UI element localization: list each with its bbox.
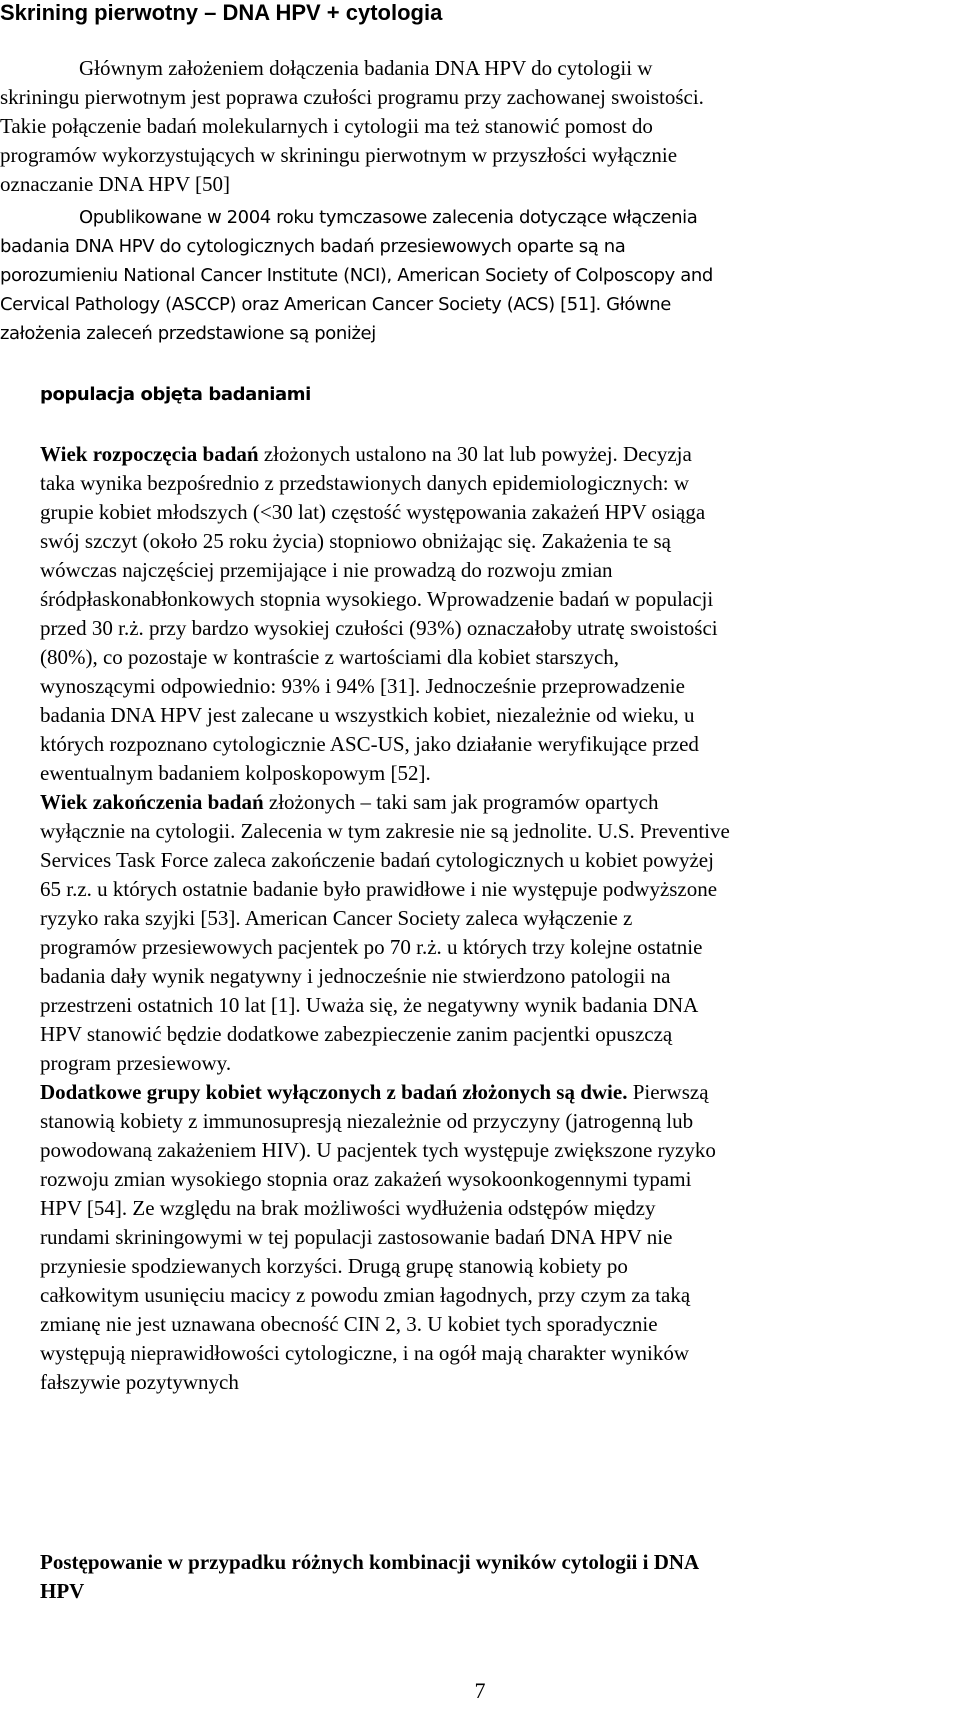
text-line: powodowaną zakażeniem HIV). U pacjentek tych występuje zwiększone ryzyko: [40, 1138, 716, 1162]
text-line: HPV [54]. Ze względu na brak możliwości wydłużenia odstępów między: [40, 1196, 656, 1220]
text-line: swój szczyt (około 25 roku życia) stopniowo obniżając się. Zakażenia te są: [40, 529, 671, 553]
text-line: śródpłaskonabłonkowych stopnia wysokiego. Wprowadzenie badań w populacji: [40, 587, 714, 611]
text-line: Wiek rozpoczęcia badań złożonych ustalono na 30 lat lub powyżej. Decyzja: [40, 442, 692, 466]
text-line: ewentualnym badaniem kolposkopowym [52].: [40, 761, 431, 785]
text-line: grupie kobiet młodszych (<30 lat) częstość występowania zakażeń HPV osiąga: [40, 500, 706, 524]
text-line: programów wykorzystujących w skriningu pierwotnym w przyszłości wyłącznie: [0, 143, 678, 167]
text-line: badania dały wynik negatywny i jednocześnie nie stwierdzono patologii na: [40, 964, 671, 988]
extra-groups-label: Dodatkowe grupy kobiet wyłączonych z badań złożonych są dwie.: [40, 1080, 628, 1104]
text-line: wówczas najczęściej przemijające i nie prowadzą do rozwoju zmian: [40, 558, 613, 582]
text-line: wyłącznie na cytologii. Zalecenia w tym zakresie nie są jednolite. U.S. Preventive: [40, 819, 730, 843]
text-line: wynoszącymi odpowiednio: 93% i 94% [31]. Jednocześnie przeprowadzenie: [40, 674, 685, 698]
text-line: stanowią kobiety z immunosupresją niezależnie od przyczyny (jatrogenną lub: [40, 1109, 694, 1133]
text-line: założenia zaleceń przedstawione są poniżej: [0, 323, 376, 344]
text-line: Postępowanie w przypadku różnych kombinacji wyników cytologii i DNA: [40, 1550, 700, 1574]
text-line: badania DNA HPV do cytologicznych badań przesiewowych oparte są na: [0, 236, 626, 257]
section-title: Skrining pierwotny – DNA HPV + cytologia: [0, 0, 443, 25]
text-line: rozwoju zmian wysokiego stopnia oraz zakażeń wysokoonkogennymi typami: [40, 1167, 692, 1191]
text-line: program przesiewowy.: [40, 1051, 232, 1075]
text-line: badania DNA HPV jest zalecane u wszystkich kobiet, niezależnie od wieku, u: [40, 703, 695, 727]
text-line: rundami skriningowymi w tej populacji zastosowanie badań DNA HPV nie: [40, 1225, 673, 1249]
text-line: Cervical Pathology (ASCCP) oraz American Cancer Society (ACS) [51]. Główne: [0, 294, 671, 315]
page-number: 7: [474, 1678, 486, 1703]
start-age-paragraph: [40, 440, 960, 1397]
text-line: przestrzeni ostatnich 10 lat [1]. Uważa się, że negatywny wynik badania DNA: [40, 993, 699, 1017]
text-line: których rozpoznano cytologicznie ASC-US, jako działanie weryfikujące przed: [40, 732, 699, 756]
text-line: taka wynika bezpośrednio z przedstawionych danych epidemiologicznych: w: [40, 471, 690, 495]
population-heading: populacja objęta badaniami: [40, 384, 311, 405]
recommendations-paragraph: [0, 203, 960, 348]
end-age-label: Wiek zakończenia badań: [40, 790, 264, 814]
text-line: Services Task Force zaleca zakończenie badań cytologicznych u kobiet powyżej: [40, 848, 714, 872]
intro-paragraph: [0, 54, 960, 199]
text-line: skriningu pierwotnym jest poprawa czułości programu przy zachowanej swoistości.: [0, 85, 704, 109]
text-line: fałszywie pozytywnych: [40, 1370, 239, 1394]
text-line: Dodatkowe grupy kobiet wyłączonych z badań złożonych są dwie. Pierwszą: [40, 1080, 709, 1104]
text-line: (80%), co pozostaje w kontraście z wartościami dla kobiet starszych,: [40, 645, 620, 669]
text-line: Głównym założeniem dołączenia badania DNA HPV do cytologii w: [79, 56, 653, 80]
text-line: HPV stanowić będzie dodatkowe zabezpieczenie zanim pacjentki opuszczą: [40, 1022, 673, 1046]
text-line: 65 r.z. u których ostatnie badanie było prawidłowe i nie występuje podwyższone: [40, 877, 718, 901]
text-line: Opublikowane w 2004 roku tymczasowe zalecenia dotyczące włączenia: [79, 207, 698, 228]
final-heading: [40, 1548, 940, 1606]
text-line: HPV: [40, 1579, 85, 1603]
start-age-label: Wiek rozpoczęcia badań: [40, 442, 259, 466]
text-line: Takie połączenie badań molekularnych i cytologii ma też stanowić pomost do: [0, 114, 653, 138]
text-line: oznaczanie DNA HPV [50]: [0, 172, 230, 196]
text-line: porozumieniu National Cancer Institute (NCI), American Society of Colposcopy and: [0, 265, 713, 286]
text-line: całkowitym usunięciu macicy z powodu zmian łagodnych, przy czym za taką: [40, 1283, 691, 1307]
text-line: występują nieprawidłowości cytologiczne, i na ogół mają charakter wyników: [40, 1341, 690, 1365]
text-line: ryzyko raka szyjki [53]. American Cancer Society zaleca wyłączenie z: [40, 906, 633, 930]
text-line: programów przesiewowych pacjentek po 70 r.ż. u których trzy kolejne ostatnie: [40, 935, 703, 959]
text-line: przed 30 r.ż. przy bardzo wysokiej czułości (93%) oznaczałoby utratę swoistości: [40, 616, 718, 640]
text-line: Wiek zakończenia badań złożonych – taki sam jak programów opartych: [40, 790, 659, 814]
text-line: zmianę nie jest uznawana obecność CIN 2, 3. U kobiet tych sporadycznie: [40, 1312, 658, 1336]
text-line: przyniesie spodziewanych korzyści. Drugą grupę stanowią kobiety po: [40, 1254, 628, 1278]
